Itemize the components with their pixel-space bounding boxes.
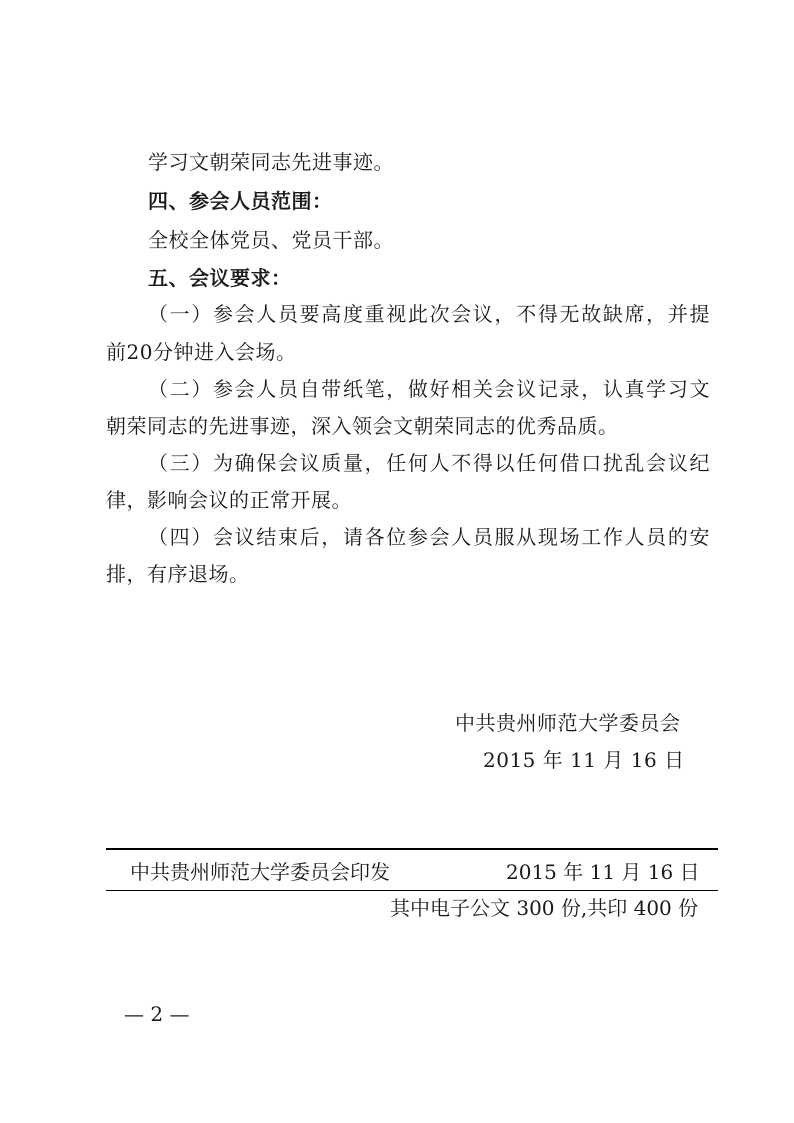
- section-heading-participants: 四、参会人员范围：: [148, 189, 333, 213]
- requirement-1-line-1: （一）参会人员要高度重视此次会议，不得无故缺席，并提: [148, 302, 710, 326]
- page-number: — 2 —: [124, 1002, 190, 1026]
- footer-issue-date: 2015 年 11 月 16 日: [506, 860, 700, 884]
- paragraph-continuation: 学习文朝荣同志先进事迹。: [148, 150, 394, 174]
- signature-organization: 中共贵州师范大学委员会: [455, 711, 681, 735]
- footer-top-rule: [106, 848, 718, 850]
- requirement-2-line-1: （二）参会人员自带纸笔，做好相关会议记录，认真学习文: [148, 377, 710, 401]
- requirement-4-line-1: （四）会议结束后，请各位参会人员服从现场工作人员的安: [148, 525, 710, 549]
- footer-bottom-rule: [106, 890, 718, 891]
- footer-issuer: 中共贵州师范大学委员会印发: [130, 860, 390, 884]
- footer-copies: 其中电子公文 300 份,共印 400 份: [390, 896, 699, 920]
- signature-date: 2015 年 11 月 16 日: [483, 748, 685, 772]
- requirement-1-line-2: 前20分钟进入会场。: [106, 340, 297, 364]
- requirement-3-line-1: （三）为确保会议质量，任何人不得以任何借口扰乱会议纪: [148, 451, 710, 475]
- paragraph-participants: 全校全体党员、党员干部。: [148, 228, 394, 252]
- section-heading-requirements: 五、会议要求：: [148, 266, 292, 290]
- requirement-3-line-2: 律，影响会议的正常开展。: [106, 488, 352, 512]
- requirement-4-line-2: 排，有序退场。: [106, 562, 250, 586]
- requirement-2-line-2: 朝荣同志的先进事迹，深入领会文朝荣同志的优秀品质。: [106, 414, 619, 438]
